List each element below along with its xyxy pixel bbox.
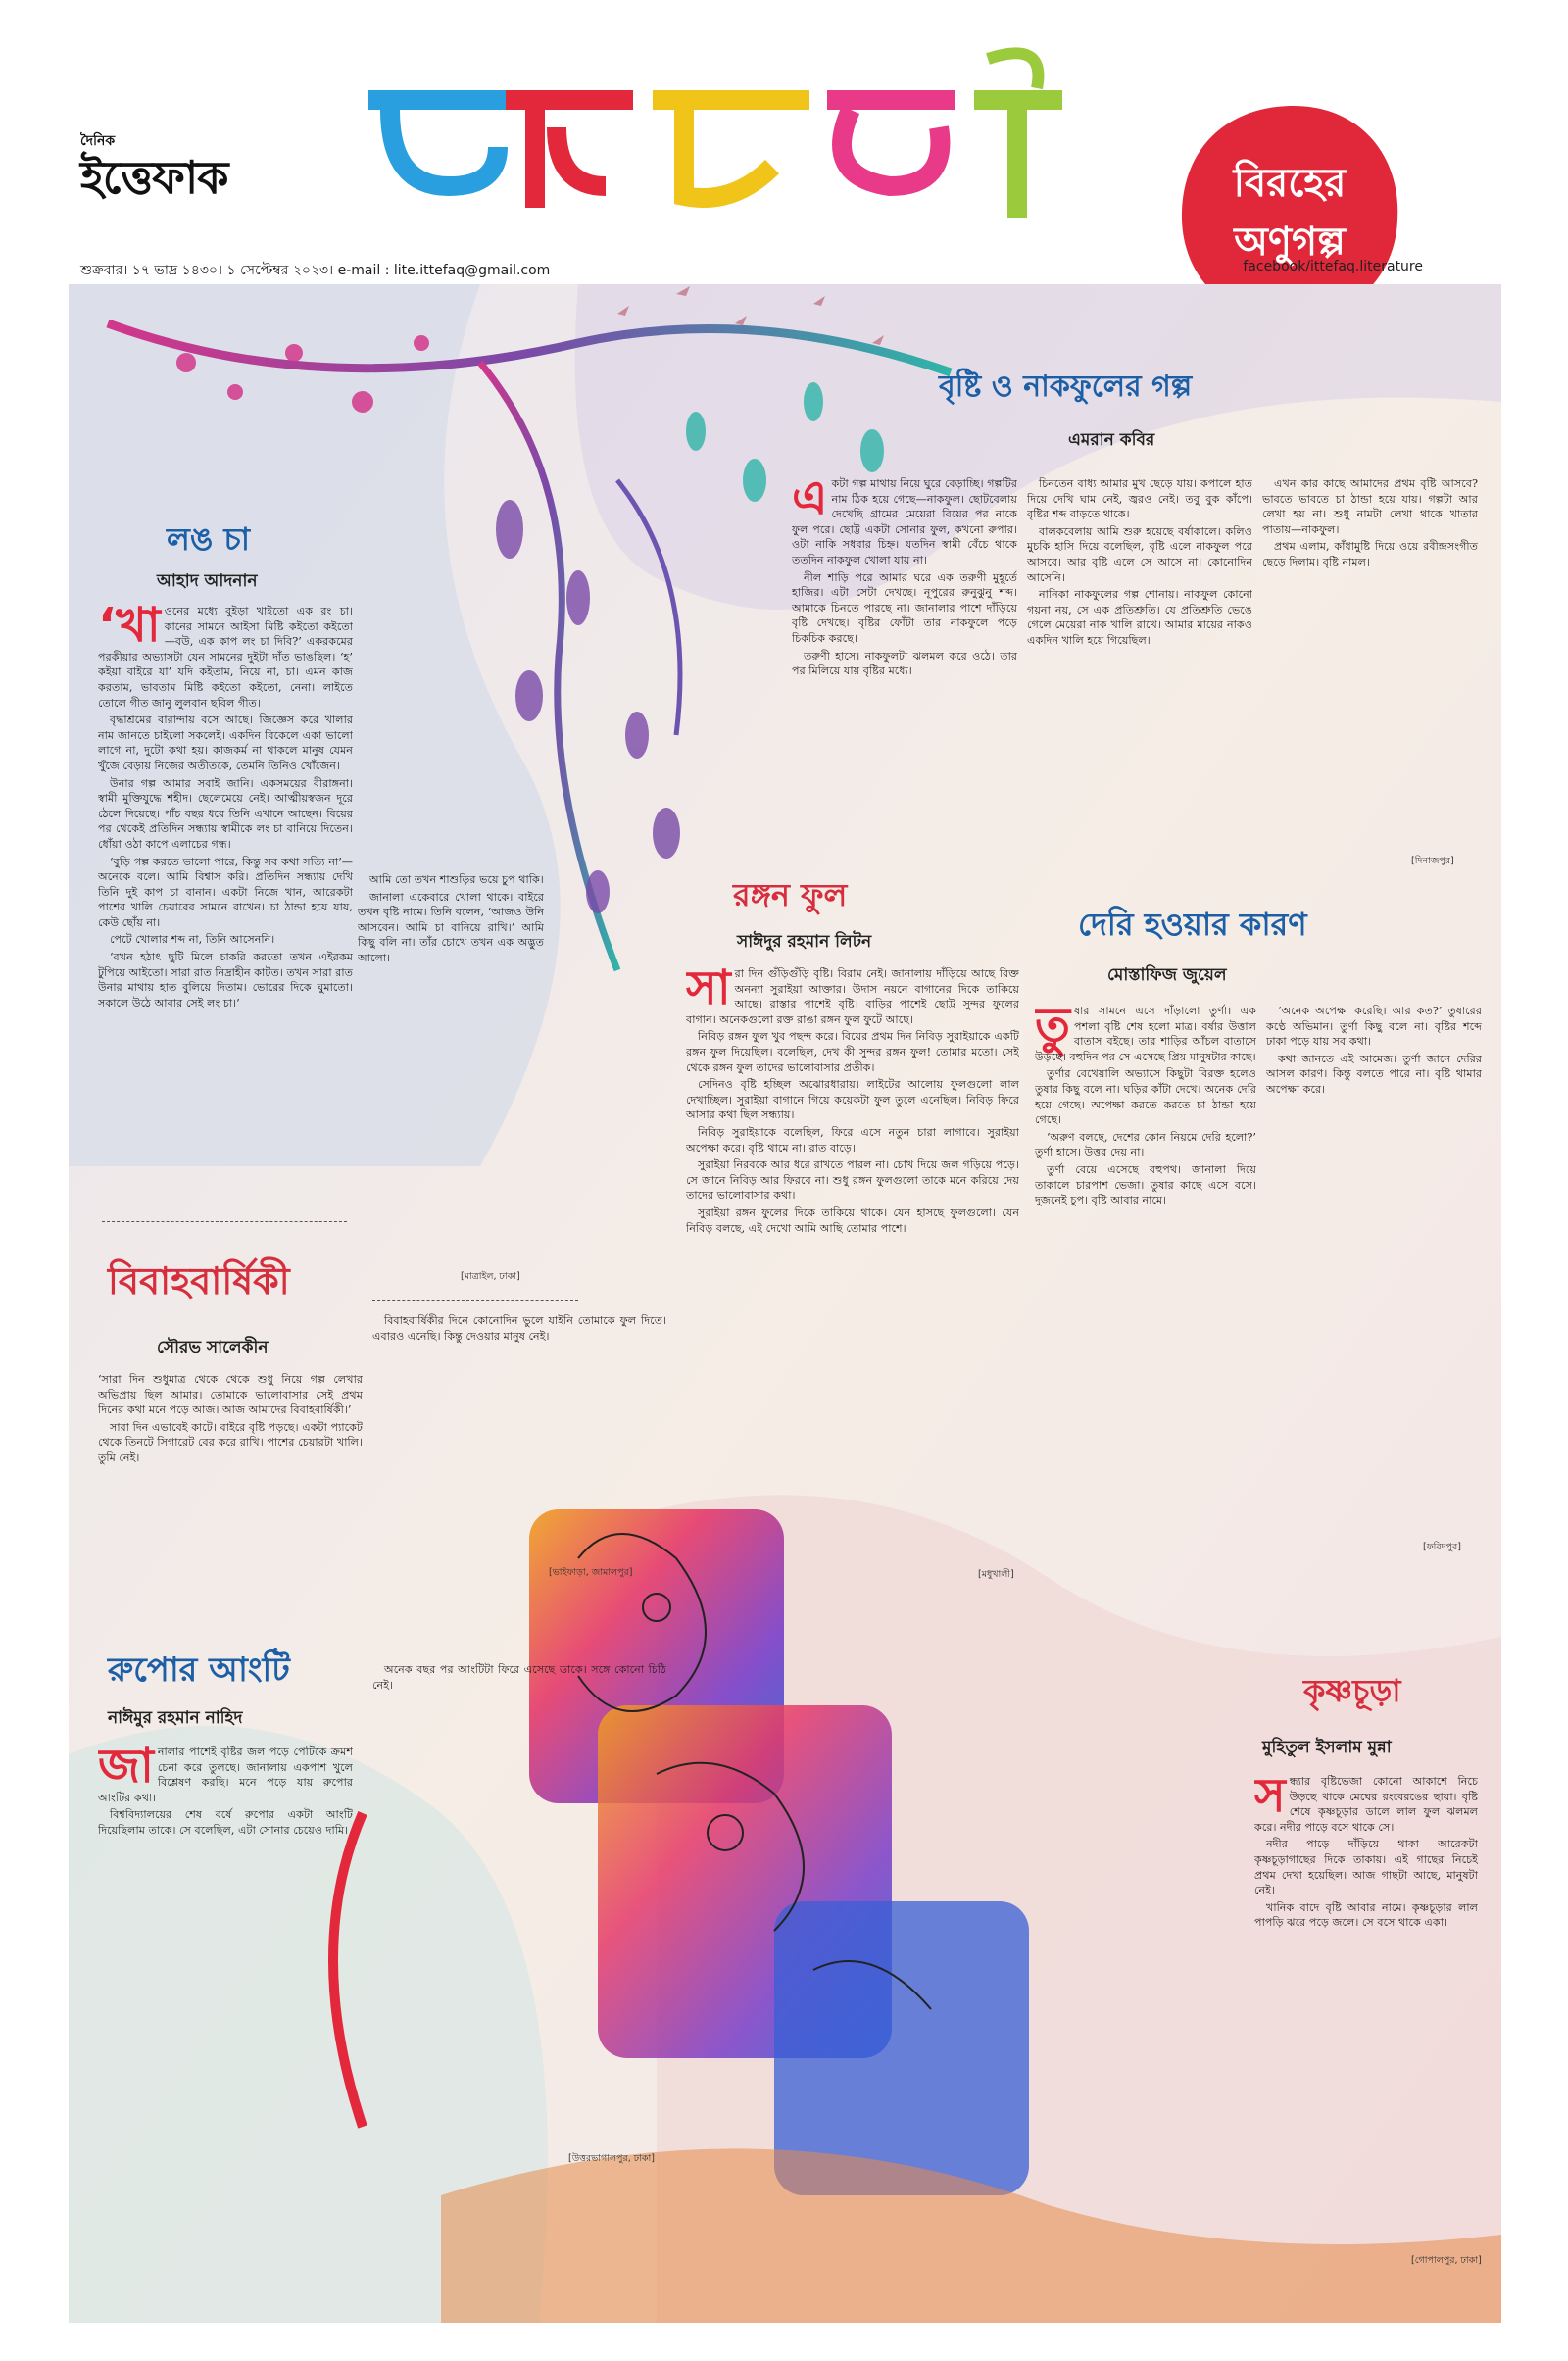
paragraph: ন্ধ্যার বৃষ্টিভেজা কোনো আকাশে নিচে উড়ছে থাকে মেঘের রংবেরঙের ছায়া। বৃষ্টি শেষে কৃষ্ণচূড়ার ডালে লাল ফুল ঝলমল করে। নদীর পাড়ে বসে থাকে সে। bbox=[1254, 1775, 1478, 1834]
drop-cap: ‘খা bbox=[98, 604, 161, 653]
story-body-nakful-cont2 bbox=[1262, 476, 1478, 868]
story-body-rupor-cont bbox=[372, 1662, 666, 2152]
story-body-deri bbox=[1035, 1004, 1256, 1552]
newspaper-logo bbox=[80, 129, 306, 208]
story-credit: [মাত্রাইল, ঢাকা] bbox=[461, 1271, 520, 1282]
paragraph: নানিকা নাকফুলের গল্প শোনায়। নাকফুল কোনো গয়না নয়, সে এক প্রতিশ্রুতি। যে প্রতিশ্রুতি ভেঙে গেলে মেয়েরা নাক খালি রাখে। আমার মায়ের নাকও একদিন খালি হয়ে গিয়েছিল। bbox=[1027, 588, 1252, 647]
story-title-bibaho: বিবাহবার্ষিকী bbox=[108, 1259, 290, 1303]
paragraph: অনেক বছর পর আংটিটা ফিরে এসেছে ডাকে। সঙ্গে কোনো চিঠি নেই। bbox=[372, 1663, 666, 1692]
paragraph: নীল শাড়ি পরে আমার ঘরে এক তরুণী মুহূর্তে হাজির। এটা সেটা দেখছে। নূপুরের রুনুঝুনু শব্দ। আমাকে চিনতে পারছে না। জানালার পাশে দাঁড়িয়ে বৃষ্টি দেখছে। বৃষ্টির ফোঁটা তার নাকফুলে পড়ে চিকচিক করছে। bbox=[792, 570, 1017, 645]
paragraph: বৃদ্ধাশ্রমের বারান্দায় বসে আছে। জিজ্ঞেস করে খালার নাম জানতে চাইলো সকলেই। একদিন বিকেলে একা ভালো লাগে না, দুটো কথা হয়। কাজকর্ম না থাকলে মানুষ যেমন খুঁজে বেড়ায় নিজের অতীতকে, তেমনি তিনিও খোঁজেন। bbox=[98, 713, 353, 772]
story-credit: [ফরিদপুর] bbox=[1423, 1542, 1461, 1552]
paragraph: সুরাইয়া রঙ্গন ফুলের দিকে তাকিয়ে থাকে। যেন হাসছে ফুলগুলো। যেন নিবিড় বলছে, এই দেখো আমি আছি তোমার পাশে। bbox=[686, 1205, 1019, 1235]
story-credit: [দিনাজপুর] bbox=[1411, 856, 1454, 866]
paragraph: তুর্ণা বেয়ে এসেছে বহুপথ। জানালা দিয়ে তাকালে চারপাশ ভেজা। তুষার কাছে এসে বসে। দুজনেই চুপ। বৃষ্টি আবার নামে। bbox=[1035, 1162, 1256, 1207]
story-body-bibaho bbox=[98, 1372, 363, 1578]
story-credit: [মধুখালী] bbox=[978, 1569, 1014, 1580]
dateline-bar bbox=[80, 259, 1423, 280]
story-title-rupor: রুপোর আংটি bbox=[108, 1650, 290, 1690]
story-body-krishnachura bbox=[1254, 1774, 1478, 2244]
story-credit: [গোপালপুর, ঢাকা] bbox=[1411, 2255, 1482, 2266]
paragraph: তুর্ণার বেখেয়ালি অভ্যাসে কিছুটা বিরক্ত হলেও তুষার কিছু বলে না। ঘড়ির কাঁটা দেখে। অনেক দেরি হয়ে গেছে। অপেক্ষা করতে করতে চা ঠান্ডা হয়ে গেছে। bbox=[1035, 1067, 1256, 1127]
paragraph: উনার গল্প আমার সবাই জানি। একসময়ের বীরাঙ্গনা। স্বামী মুক্তিযুদ্ধে শহীদ। ছেলেমেয়ে নেই। আত্মীয়স্বজন দূরে ঠেলে দিয়েছে। পাঁচ বছর ধরে তিনি এখানে আছেন। বিয়ের পর থেকেই প্রতিদিন সন্ধ্যায় স্বামীকে লং চা বানিয়ে দিতেন। ধোঁয়া ওঠা কাপে এলাচের গন্ধ। bbox=[98, 776, 353, 851]
logo-name: ইত্তেফাক bbox=[80, 151, 228, 204]
paragraph: ষার সামনে এসে দাঁড়ালো তুর্ণা। এক পশলা বৃষ্টি শেষ হলো মাত্র। বর্ষার উত্তাল বাতাস বইছে। তার শাড়ির আঁচল বাতাসে উড়ছে। বহুদিন পর সে এসেছে প্রিয় মানুষটার কাছে। bbox=[1035, 1005, 1256, 1063]
badge-line2: অণুগল্প bbox=[1234, 220, 1346, 265]
story-byline-long-cha: আহাদ আদনান bbox=[157, 571, 258, 591]
paragraph: নিবিড় রঙ্গন ফুল খুব পছন্দ করে। বিয়ের প্রথম দিন নিবিড় সুরাইয়াকে একটি রঙ্গন ফুল দিয়েছিল। বলেছিল, দেখ কী সুন্দর রঙ্গন ফুল! তোমার মতো। সেই থেকে রঙ্গন ফুল তাদের ভালোবাসার প্রতীক। bbox=[686, 1030, 1019, 1074]
paragraph: ‘অরুণ বলছে, দেশের কোন নিয়মে দেরি হলো?’ তুর্ণা হাসে। উত্তর দেয় না। bbox=[1035, 1130, 1256, 1159]
story-byline-rongon: সাঈদুর রহমান লিটন bbox=[737, 932, 872, 952]
paragraph: এখন কার কাছে আমাদের প্রথম বৃষ্টি আসবে? ভাবতে ভাবতে চা ঠান্ডা হয়ে যায়। গল্পটা আর লেখা হয় না। শুধু নামটা লেখা থাকে খাতার পাতায়—নাকফুল। bbox=[1262, 477, 1478, 536]
story-byline-nakful: এমরান কবির bbox=[1068, 430, 1155, 450]
drop-cap: তু bbox=[1035, 1004, 1071, 1053]
story-title-rongon: রঙ্গন ফুল bbox=[733, 876, 848, 913]
story-body-rupor bbox=[98, 1745, 353, 2156]
story-byline-deri: মোস্তাফিজ জুয়েল bbox=[1107, 965, 1227, 985]
paragraph: রা দিন গুঁড়িগুঁড়ি বৃষ্টি। বিরাম নেই। জানালায় দাঁড়িয়ে আছে রিক্ত অনন্যা সুরাইয়া আক্তার। উদাস নয়নে বাগানের দিকে তাকিয়ে আছে। রাস্তার পাশেই বৃষ্টি। বাড়ির পাশেই ছোট্ট সুন্দর ফুলের বাগান। অনেকগুলো রক্ত রাঙা রঙ্গন ফুল ফুটে আছে। bbox=[686, 967, 1019, 1026]
issue-date: শুক্রবার। ১৭ ভাদ্র ১৪৩০। ১ সেপ্টেম্বর ২০২৩। e-mail : lite.ittefaq@gmail.com bbox=[80, 263, 551, 278]
section-divider bbox=[372, 1300, 578, 1301]
paragraph: কটা গল্প মাথায় নিয়ে ঘুরে বেড়াচ্ছি। গল্পটির নাম ঠিক হয়ে গেছে—নাকফুল। ছোটবেলায় দেখেছি গ্রামের মেয়েরা বিয়ের পর নাকে ফুল পরে। ছোট্ট একটা সোনার ফুল, কখনো রুপার। ওটা নাকি সধবার চিহ্ন। যতদিন স্বামী বেঁচে থাকে ততদিন নাকফুল খোলা যায় না। bbox=[792, 477, 1017, 566]
paragraph: নালার পাশেই বৃষ্টির জল পড়ে পেটিকে ক্রমশ চেনা করে তুলছে। জানালায় একপাশ খুলে বিশ্লেষণ করছি। মনে পড়ে যায় রুপোর আংটির কথা। bbox=[98, 1746, 353, 1804]
drop-cap: সা bbox=[686, 966, 731, 1015]
story-byline-krishnachura: মুহিতুল ইসলাম মুন্না bbox=[1262, 1738, 1392, 1757]
paragraph: তরুণী হাসে। নাকফুলটা ঝলমল করে ওঠে। তার পর মিলিয়ে যায় বৃষ্টির মধ্যে। bbox=[792, 649, 1017, 678]
paragraph: ওনের মধ্যে বুইড়া খাইতো এক রং চা। কানের সামনে আইসা মিষ্টি কইতো কইতো—বউ, এক কাপ লং চা দিবি?’ একরকমের পরকীয়ার অভ্যাসটা যেন সামনের দুইটা দাঁত ভাঙছিল। ‘হ’ কইয়া বাইরে যা’ যদি কইতাম, নিয়ে না, চা। এমন কাজ করতাম, ভাবতাম মিষ্টি কইতো কইতো, নেনা। লাইতে তোলে গীত জানু লুলবান ছবিল গীত। bbox=[98, 605, 353, 710]
paragraph: ‘বখন হঠাৎ ছুটি মিলে চাকরি করতো তখন এইরকম টুপিয়ে আইতো। সারা রাত নিদ্রাহীন কাটত। তখন সারা রাত উনার মাথায় হাত বুলিয়ে দিতাম। ভোরের দিকে ঘুমাতো। সকালে উঠে আবার সেই লং চা।’ bbox=[98, 951, 353, 1009]
section-title-logo bbox=[361, 39, 1066, 225]
paragraph: নদীর পাড়ে দাঁড়িয়ে থাকা আরেকটা কৃষ্ণচূড়াগাছের দিকে তাকায়। এই গাছের নিচেই প্রথম দেখা হয়েছিল। আজ গাছটা আছে, মানুষটা নেই। bbox=[1254, 1838, 1478, 1897]
paragraph: প্রথম এলাম, কাঁধামুষ্টি দিয়ে ওয়ে রবীন্দ্রসংগীত ছেড়ে দিলাম। বৃষ্টি নামল। bbox=[1262, 540, 1478, 568]
paragraph: সেদিনও বৃষ্টি হচ্ছিল অঝোরধারায়। লাইটের আলোয় ফুলগুলো লাল দেখাচ্ছিল। সুরাইয়া বাগানে গিয়ে কয়েকটা ফুল তুলে এনেছিল। নিবিড় ফিরে আসার কথা ছিল সন্ধ্যায়। bbox=[686, 1078, 1019, 1122]
story-credit: [উত্তরভাগালপুর, ঢাকা] bbox=[568, 2153, 655, 2164]
story-body-rongon bbox=[686, 966, 1019, 1594]
paragraph: চিনতেন বাধ্য আমার মুখ ছেড়ে যায়। কপালে হাত দিয়ে দেখি ঘাম নেই, জ্বরও নেই। তবু বুক কাঁপে। বৃষ্টির শব্দ বাড়তে থাকে। bbox=[1027, 477, 1252, 521]
story-title-nakful: বৃষ্টি ও নাকফুলের গল্প bbox=[939, 369, 1193, 404]
paragraph: কথা জানতে এই আমেজ। তুর্ণা জানে দেরির আসল কারণ। কিন্তু বলতে পারে না। বৃষ্টি থামার অপেক্ষা করে। bbox=[1266, 1052, 1482, 1096]
logo-daily-label: দৈনিক bbox=[80, 133, 116, 149]
story-title-deri: দেরি হওয়ার কারণ bbox=[1078, 906, 1307, 943]
story-credit: [ভাইফাড়া, জামালপুর] bbox=[549, 1567, 633, 1578]
paragraph: খানিক বাদে বৃষ্টি আবার নামে। কৃষ্ণচূড়ার লাল পাপড়ি ঝরে পড়ে জলে। সে বসে থাকে একা। bbox=[1254, 1900, 1478, 1930]
drop-cap: জা bbox=[98, 1745, 154, 1794]
story-body-nakful-cont bbox=[1027, 476, 1252, 868]
paragraph: জানালা একেবারে খোলা থাকে। বাইরে তখন বৃষ্টি নামে। তিনি বলেন, ‘আজও উনি আসবেন। আমি চা বানিয়ে রাখি।’ আমি কিছু বলি না। তাঁর চোখে তখন এক অদ্ভুত আলো। bbox=[358, 890, 544, 964]
paragraph: আমি তো তখন শাশুড়ির ভয়ে চুপ থাকি। bbox=[369, 873, 544, 886]
paragraph: নিবিড় সুরাইয়াকে বলেছিল, ফিরে এসে নতুন চারা লাগাবে। সুরাইয়া অপেক্ষা করে। বৃষ্টি থামে না। রাত বাড়ে। bbox=[686, 1125, 1019, 1155]
paragraph: ‘সারা দিন শুধুমাত্র থেকে থেকে শুধু নিয়ে গল্প লেখার অভিপ্রায় ছিল আমার। তোমাকে ভালোবাসার সেই প্রথম দিনের কথা মনে পড়ে আজ। আজ আমাদের বিবাহবার্ষিকী।’ bbox=[98, 1373, 363, 1417]
story-body-nakful bbox=[792, 476, 1017, 868]
story-body-deri-cont bbox=[1266, 1004, 1482, 1552]
story-body-long-cha-cont bbox=[358, 872, 544, 1290]
paragraph: ‘বুড়ি গল্প করতে ভালো পারে, কিন্তু সব কথা সত্যি না’—অনেকে বলে। আমি বিশ্বাস করি। প্রতিদিন সন্ধ্যায় দেখি তিনি দুই কাপ চা বানান। একটা নিজে খান, আরেকটা পাশের খালি চেয়ারের সামনে রাখেন। চা ঠান্ডা হয়ে যায়, কেউ ছোঁয় না। bbox=[98, 855, 353, 929]
paragraph: বিশ্ববিদ্যালয়ের শেষ বর্ষে রুপোর একটা আংটি দিয়েছিলাম তাকে। সে বলেছিল, এটা সোনার চেয়েও দামি। bbox=[98, 1808, 353, 1837]
paragraph: পেটে খোলার শব্দ না, তিনি আসেননি। bbox=[110, 933, 275, 947]
story-body-bibaho-cont bbox=[372, 1313, 666, 1578]
story-title-krishnachura: কৃষ্ণচূড়া bbox=[1303, 1672, 1401, 1709]
drop-cap: স bbox=[1254, 1774, 1286, 1823]
paragraph: ‘অনেক অপেক্ষা করেছি। আর কত?’ তুষারের কণ্ঠে অভিমান। তুর্ণা কিছু বলে না। বৃষ্টির শব্দে ঢাকা পড়ে যায় সব কথা। bbox=[1266, 1005, 1482, 1049]
story-title-long-cha: লঙ চা bbox=[167, 520, 251, 558]
story-byline-rupor: নাঈমুর রহমান নাহিদ bbox=[108, 1708, 243, 1728]
paragraph: বালকবেলায় আমি শুরু হয়েছে বর্ষাকালে। কলিও মুচকি হাসি দিয়ে বলেছিল, বৃষ্টি এলে নাকফুল পরে আসবে। আর বৃষ্টি এলে সে আসে না। কোনোদিন আসেনি। bbox=[1027, 524, 1252, 584]
paragraph: বিবাহবার্ষিকীর দিনে কোনোদিন ভুলে যাইনি তোমাকে ফুল দিতে। এবারও এনেছি। কিন্তু দেওয়ার মানুষ নেই। bbox=[372, 1314, 666, 1343]
section-divider bbox=[102, 1221, 347, 1222]
paragraph: সারা দিন এভাবেই কাটে। বাইরে বৃষ্টি পড়ছে। একটা প্যাকেট থেকে তিনটে সিগারেট বের করে রাখি। পাশের চেয়ারটা খালি। তুমি নেই। bbox=[98, 1420, 363, 1464]
drop-cap: এ bbox=[792, 476, 828, 525]
badge-line1: বিরহের bbox=[1233, 161, 1347, 206]
story-body-long-cha bbox=[98, 604, 353, 1290]
facebook-link[interactable]: facebook/ittefaq.literature bbox=[1243, 259, 1423, 274]
story-byline-bibaho: সৌরভ সালেকীন bbox=[157, 1338, 269, 1357]
paragraph: সুরাইয়া নিরবকে আর ধরে রাখতে পারল না। চোখ দিয়ে জল গড়িয়ে পড়ে। সে জানে নিবিড় আর ফিরবে না। শুধু রঙ্গন ফুলগুলো তাকে মনে করিয়ে দেয় তাদের ভালোবাসার কথা। bbox=[686, 1158, 1019, 1203]
